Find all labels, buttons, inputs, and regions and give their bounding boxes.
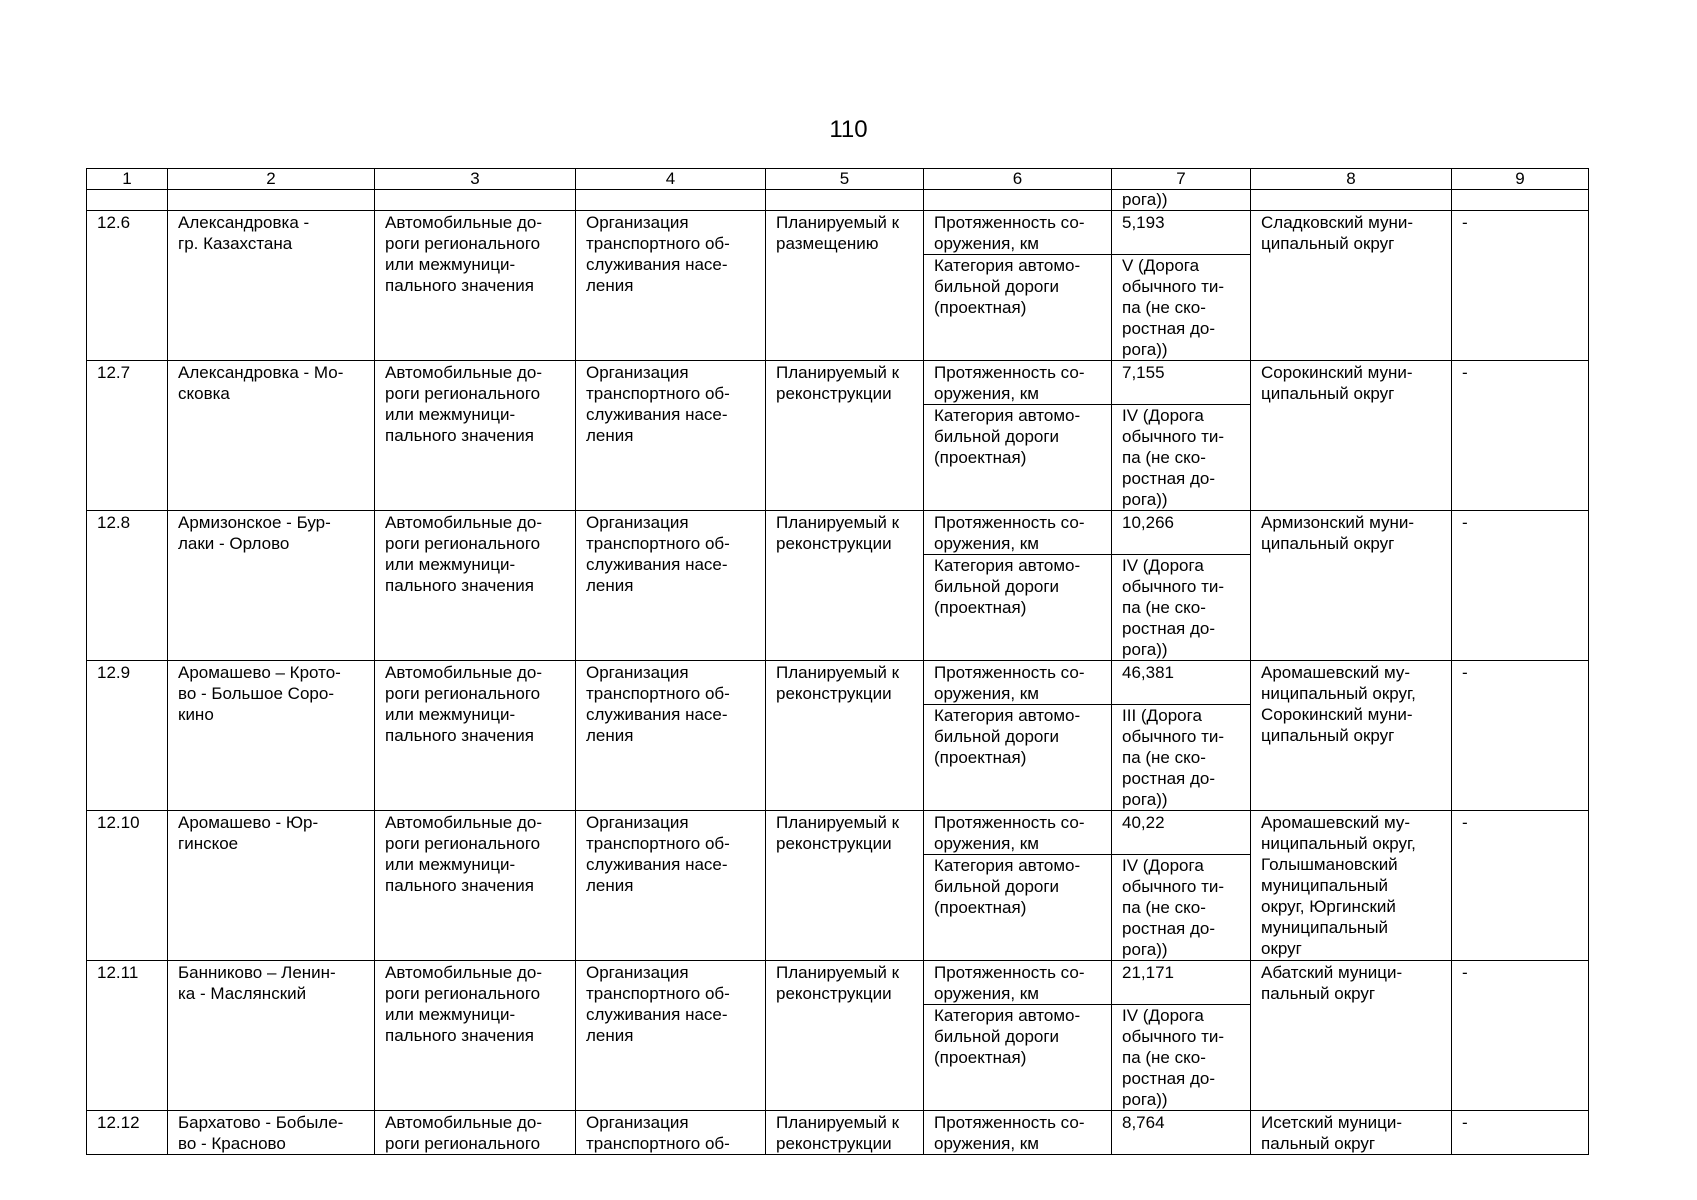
- zone-value: -: [1452, 1111, 1589, 1155]
- characteristic-label: Категория автомо- бильной дороги (проектная): [924, 255, 1112, 361]
- table-row: [87, 811, 1589, 855]
- table-row: [87, 211, 1589, 255]
- column-header: 5: [766, 169, 924, 190]
- characteristic-value: IV (Дорога обычного ти- па (не ско- ростная до- рога)): [1112, 855, 1251, 961]
- column-number-row: [87, 169, 1589, 190]
- column-header: 2: [168, 169, 375, 190]
- table-cell: [375, 190, 576, 211]
- object-location: Исетский муници- пальный округ: [1251, 1111, 1452, 1155]
- table-cell: [576, 190, 766, 211]
- characteristic-label: Протяженность со- оружения, км: [924, 811, 1112, 855]
- characteristic-label: Категория автомо- бильной дороги (проектная): [924, 555, 1112, 661]
- object-purpose: Организация транспортного об- служивания насе- ления: [576, 211, 766, 361]
- table-cell: [1452, 190, 1589, 211]
- characteristic-label: Категория автомо- бильной дороги (проектная): [924, 1005, 1112, 1111]
- object-type: Автомобильные до- роги регионального или межмуници- пального значения: [375, 961, 576, 1111]
- object-location: Армизонский муни- ципальный округ: [1251, 511, 1452, 661]
- object-type: Автомобильные до- роги регионального или межмуници- пального значения: [375, 361, 576, 511]
- object-status: Планируемый к реконструкции: [766, 361, 924, 511]
- object-type: Автомобильные до- роги регионального или межмуници- пального значения: [375, 211, 576, 361]
- characteristic-value: V (Дорога обычного ти- па (не ско- ростная до- рога)): [1112, 255, 1251, 361]
- continuation-value: рога)): [1112, 190, 1251, 211]
- table-cell: [1251, 190, 1452, 211]
- table-row: [87, 1111, 1589, 1155]
- object-purpose: Организация транспортного об- служивания насе- ления: [576, 961, 766, 1111]
- characteristic-label: Категория автомо- бильной дороги (проектная): [924, 705, 1112, 811]
- characteristic-label: Протяженность со- оружения, км: [924, 211, 1112, 255]
- column-header: 8: [1251, 169, 1452, 190]
- object-number: 12.8: [87, 511, 168, 661]
- characteristic-label: Протяженность со- оружения, км: [924, 1111, 1112, 1155]
- table-cell: [766, 190, 924, 211]
- object-location: Абатский муници- пальный округ: [1251, 961, 1452, 1111]
- object-status: Планируемый к реконструкции: [766, 661, 924, 811]
- column-header: 4: [576, 169, 766, 190]
- zone-value: -: [1452, 361, 1589, 511]
- table-cell: [924, 190, 1112, 211]
- characteristic-value: III (Дорога обычного ти- па (не ско- ростная до- рога)): [1112, 705, 1251, 811]
- characteristic-value: IV (Дорога обычного ти- па (не ско- ростная до- рога)): [1112, 555, 1251, 661]
- object-location: Сладковский муни- ципальный округ: [1251, 211, 1452, 361]
- object-number: 12.12: [87, 1111, 168, 1155]
- object-type: Автомобильные до- роги регионального: [375, 1111, 576, 1155]
- characteristic-value: 7,155: [1112, 361, 1251, 405]
- object-name: Бархатово - Бобыле- во - Красново: [168, 1111, 375, 1155]
- characteristic-label: Протяженность со- оружения, км: [924, 661, 1112, 705]
- object-number: 12.7: [87, 361, 168, 511]
- object-status: Планируемый к реконструкции: [766, 511, 924, 661]
- object-status: Планируемый к реконструкции: [766, 1111, 924, 1155]
- characteristic-label: Категория автомо- бильной дороги (проектная): [924, 855, 1112, 961]
- zone-value: -: [1452, 961, 1589, 1111]
- column-header: 1: [87, 169, 168, 190]
- table-row: [87, 961, 1589, 1005]
- zone-value: -: [1452, 811, 1589, 961]
- object-name: Армизонское - Бур- лаки - Орлово: [168, 511, 375, 661]
- column-header: 7: [1112, 169, 1251, 190]
- object-purpose: Организация транспортного об-: [576, 1111, 766, 1155]
- characteristic-value: 10,266: [1112, 511, 1251, 555]
- characteristic-label: Категория автомо- бильной дороги (проектная): [924, 405, 1112, 511]
- object-name: Аромашево – Крото- во - Большое Соро- кино: [168, 661, 375, 811]
- characteristic-value: 46,381: [1112, 661, 1251, 705]
- characteristic-label: Протяженность со- оружения, км: [924, 961, 1112, 1005]
- objects-table: [86, 168, 1589, 1155]
- zone-value: -: [1452, 661, 1589, 811]
- object-name: Аромашево - Юр- гинское: [168, 811, 375, 961]
- column-header: 3: [375, 169, 576, 190]
- object-name: Александровка - Мо- сковка: [168, 361, 375, 511]
- column-header: 9: [1452, 169, 1589, 190]
- column-header: 6: [924, 169, 1112, 190]
- object-type: Автомобильные до- роги регионального или межмуници- пального значения: [375, 511, 576, 661]
- object-location: Аромашевский му- ниципальный округ, Голышмановский муниципальный округ, Юргинский муниципальный округ: [1251, 811, 1452, 961]
- zone-value: -: [1452, 511, 1589, 661]
- object-number: 12.9: [87, 661, 168, 811]
- object-number: 12.11: [87, 961, 168, 1111]
- object-number: 12.6: [87, 211, 168, 361]
- object-location: Сорокинский муни- ципальный округ: [1251, 361, 1452, 511]
- object-status: Планируемый к реконструкции: [766, 811, 924, 961]
- characteristic-label: Протяженность со- оружения, км: [924, 511, 1112, 555]
- object-status: Планируемый к реконструкции: [766, 961, 924, 1111]
- characteristic-label: Протяженность со- оружения, км: [924, 361, 1112, 405]
- object-purpose: Организация транспортного об- служивания насе- ления: [576, 811, 766, 961]
- table-row: [87, 661, 1589, 705]
- characteristic-value: IV (Дорога обычного ти- па (не ско- ростная до- рога)): [1112, 1005, 1251, 1111]
- object-name: Банниково – Ленин- ка - Маслянский: [168, 961, 375, 1111]
- characteristic-value: IV (Дорога обычного ти- па (не ско- ростная до- рога)): [1112, 405, 1251, 511]
- object-number: 12.10: [87, 811, 168, 961]
- object-location: Аромашевский му- ниципальный округ, Сорокинский муни- ципальный округ: [1251, 661, 1452, 811]
- object-type: Автомобильные до- роги регионального или межмуници- пального значения: [375, 661, 576, 811]
- continuation-row: [87, 190, 1589, 211]
- object-status: Планируемый к размещению: [766, 211, 924, 361]
- characteristic-value: 40,22: [1112, 811, 1251, 855]
- table-row: [87, 361, 1589, 405]
- characteristic-value: 8,764: [1112, 1111, 1251, 1155]
- table-cell: [168, 190, 375, 211]
- characteristic-value: 5,193: [1112, 211, 1251, 255]
- object-purpose: Организация транспортного об- служивания насе- ления: [576, 661, 766, 811]
- object-purpose: Организация транспортного об- служивания насе- ления: [576, 511, 766, 661]
- zone-value: -: [1452, 211, 1589, 361]
- table-cell: [87, 190, 168, 211]
- object-purpose: Организация транспортного об- служивания насе- ления: [576, 361, 766, 511]
- table-row: [87, 511, 1589, 555]
- object-name: Александровка - гр. Казахстана: [168, 211, 375, 361]
- object-type: Автомобильные до- роги регионального или межмуници- пального значения: [375, 811, 576, 961]
- page-number: 110: [829, 116, 868, 143]
- characteristic-value: 21,171: [1112, 961, 1251, 1005]
